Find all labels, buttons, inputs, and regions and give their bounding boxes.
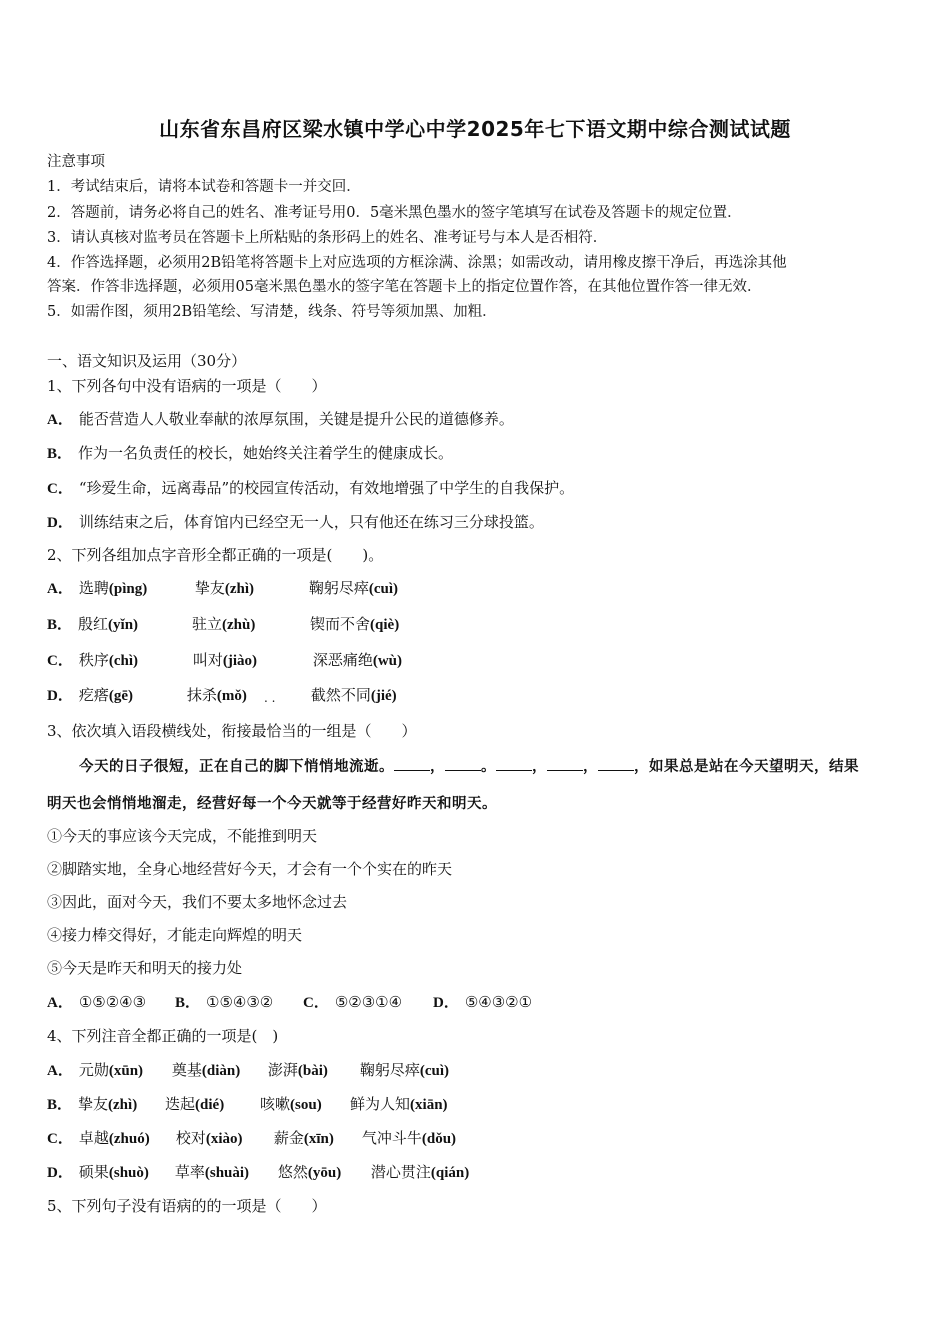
notice-item: 3．请认真核对监考员在答题卡上所粘贴的条形码上的姓名、准考证号与本人是否相符． (47, 230, 608, 246)
question-1-stem: 1、下列各句中没有语病的一项是（ ） (47, 377, 327, 395)
q4-option-b: B． 挚友(zhì) 迭起(dié) 咳嗽(sou) 鲜为人知(xiān) (47, 1095, 448, 1113)
q3-option-b: B． ①⑤④③② (175, 993, 274, 1011)
notice-item: 1．考试结束后，请将本试卷和答题卡一并交回． (47, 179, 361, 195)
notice-item: 5．如需作图，须用2B铅笔绘、写清楚，线条、符号等须加黑、加粗． (47, 304, 497, 320)
q3-item: ②脚踏实地，全身心地经营好今天，才会有一个个实在的昨天 (47, 860, 453, 878)
q1-option-c: C． “珍爱生命，远离毒品”的校园宣传活动，有效地增强了中学生的自我保护。 (47, 479, 575, 497)
q2-option-c: C． 秩序(chì) 叫对(jiào) 深恶痛绝(wù) (47, 651, 403, 669)
q3-item: ⑤今天是昨天和明天的接力处 (47, 959, 243, 977)
q3-option-c: C． ⑤②③①④ (303, 993, 403, 1011)
q3-passage-line1: 今天的日子很短，正在自己的脚下悄悄地流逝。 ， 。 ， ， ，如果总是站在今天望明天，结果 (79, 758, 859, 775)
notice-item: 答案．作答非选择题，必须用05毫米黑色墨水的签字笔在答题卡上的指定位置作答，在其他位置作答一律无效． (47, 279, 762, 295)
notice-heading: 注意事项 (47, 154, 105, 170)
page-title: 山东省东昌府区梁水镇中学心中学2025年七下语文期中综合测试试题 (159, 117, 791, 141)
notice-item: 4．作答选择题，必须用2B铅笔将答题卡上对应选项的方框涂满、涂黑；如需改动，请用橡皮擦干净后，再选涂其他 (47, 255, 787, 271)
q1-option-a: A． 能否营造人人敬业奉献的浓厚氛围，关键是提升公民的道德修养。 (47, 410, 514, 428)
q3-options (47, 992, 532, 1013)
fill-blank[interactable] (598, 756, 634, 771)
question-3-stem: 3、依次填入语段横线处，衔接最恰当的一组是（ ） (47, 722, 417, 740)
question-5-stem: 5、下列句子没有语病的的一项是（ ） (47, 1197, 327, 1215)
fill-blank[interactable] (445, 756, 481, 771)
q3-option-a: A． ①⑤②④③ (47, 993, 147, 1011)
fill-blank[interactable] (547, 756, 583, 771)
q3-passage-line2: 明天也会悄悄地溜走，经营好每一个今天就等于经营好昨天和明天。 (47, 795, 497, 812)
q1-option-b: B． 作为一名负责任的校长，她始终关注着学生的健康成长。 (47, 444, 454, 462)
q3-item: ④接力棒交得好，才能走向辉煌的明天 (47, 926, 303, 944)
q2-option-d: D． 疙瘩(gē) 抹杀(mǒ) 截然不同(jié) (47, 686, 397, 704)
q3-option-d: D． ⑤④③②① (433, 993, 533, 1011)
q2-option-a: A． 选聘(pìng) 挚友(zhì) 鞠躬尽瘁(cuì) (47, 579, 399, 597)
notice-item: 2．答题前，请务必将自己的姓名、准考证号用0．5毫米黑色墨水的签字笔填写在试卷及答题卡的规定位置． (47, 205, 742, 221)
emphasis-dots: . . (264, 691, 276, 705)
fill-blank[interactable] (394, 756, 430, 771)
q4-option-d: D． 硕果(shuò) 草率(shuài) 悠然(yōu) 潜心贯注(qián) (47, 1163, 470, 1181)
question-2-stem: 2、下列各组加点字音形全都正确的一项是( )。 (47, 546, 384, 564)
q1-option-d: D． 训练结束之后，体育馆内已经空无一人，只有他还在练习三分球投篮。 (47, 513, 544, 531)
section-heading: 一、语文知识及运用（30分） (47, 352, 247, 370)
q3-item: ③因此，面对今天，我们不要太多地怀念过去 (47, 893, 348, 911)
q3-item: ①今天的事应该今天完成，不能推到明天 (47, 827, 318, 845)
q4-option-c: C． 卓越(zhuó) 校对(xiào) 薪金(xīn) 气冲斗牛(dǒu) (47, 1129, 457, 1147)
q2-option-b: B． 殷红(yǐn) 驻立(zhù) 锲而不舍(qiè) (47, 615, 400, 633)
fill-blank[interactable] (496, 756, 532, 771)
question-4-stem: 4、下列注音全都正确的一项是( ) (47, 1027, 279, 1045)
q4-option-a: A． 元勋(xūn) 奠基(diàn) 澎湃(bài) 鞠躬尽瘁(cuì) (47, 1061, 450, 1079)
